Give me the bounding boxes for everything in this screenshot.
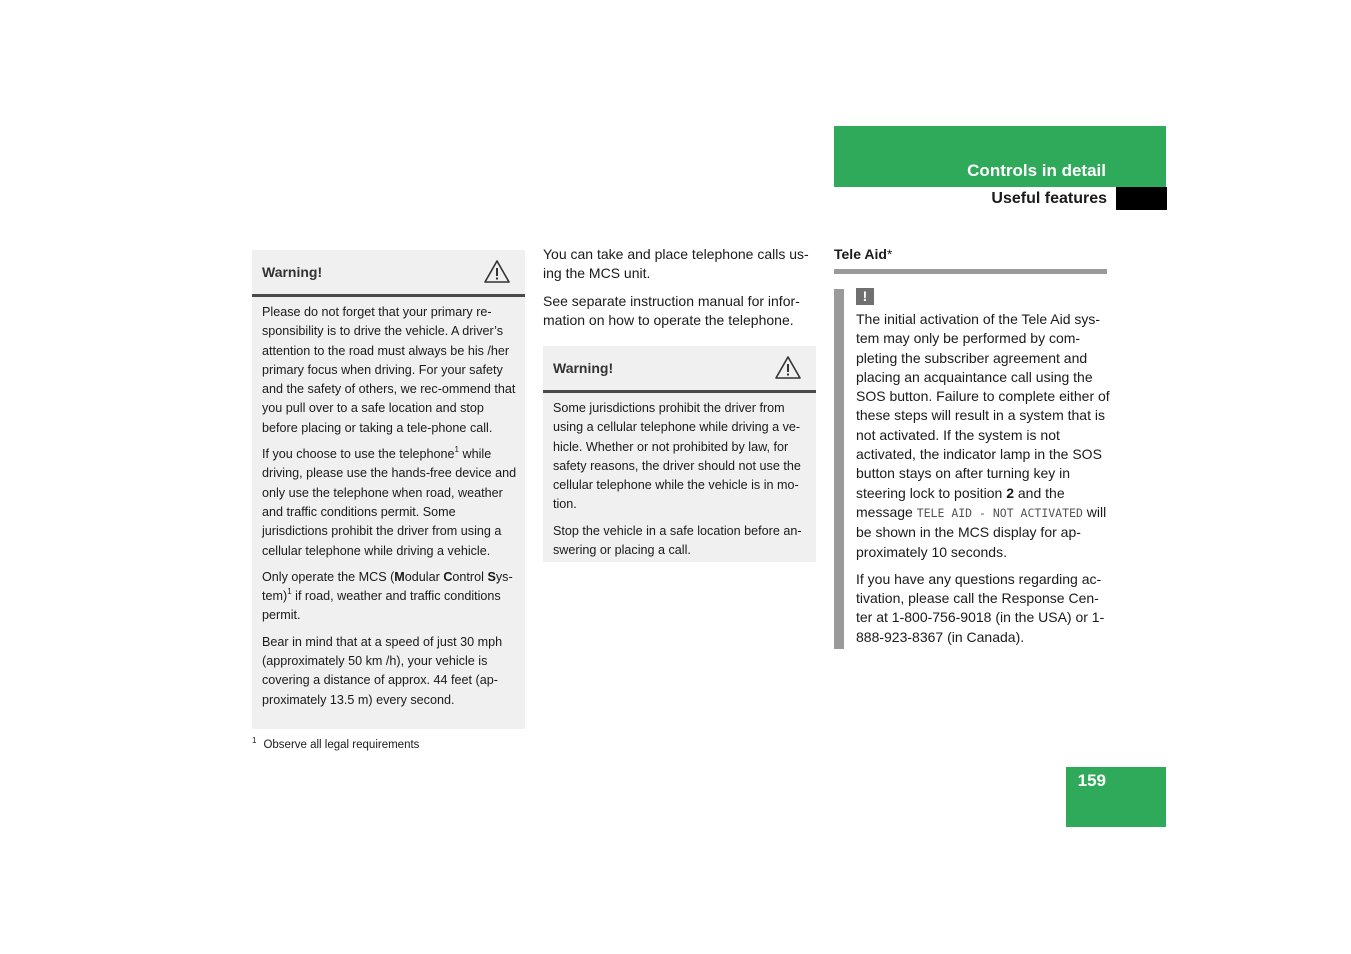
chapter-title: Controls in detail	[967, 161, 1106, 180]
warning-paragraph: Only operate the MCS (Modular Control Sys-tem)$^1$ if road, weather and traffic conditions permit.	[262, 569, 513, 623]
section-title: Useful features	[991, 190, 1107, 207]
warning-paragraph: If you choose to use the telephone$^1$ while driving, please use the hands-free device and only use the telephone when road, weather and traffic conditions permit. Some jurisdictions prohibit the driver from using a cellular telephone while driving a vehicle.	[262, 445, 517, 558]
footnote	[252, 733, 552, 753]
warning-header	[543, 346, 816, 393]
tele-aid-note	[856, 310, 1111, 655]
warning-paragraph: Please do not forget that your primary re-sponsibility is to drive the vehicle. A driver’s attention to the road must always be his /her primary focus when driving. For your safety and the safety of others, we rec-ommend that you pull over to a safe location and stop before placing or taking a tele-phone call.	[262, 305, 516, 435]
display-message: TELE AID - NOT ACTIVATED	[916, 505, 1083, 520]
warning-title: Warning!	[553, 360, 614, 376]
section-marker	[1116, 187, 1167, 210]
page-number-box	[1066, 767, 1166, 827]
chapter-header	[834, 126, 1166, 187]
warning-paragraph: Bear in mind that at a speed of just 30 mph (approximately 50 km /h), your vehicle is covering a distance of approx. 44 feet (ap-proximately 13.5 m) every second.	[262, 634, 503, 707]
warning-body	[543, 393, 816, 573]
exclamation-icon: !	[856, 288, 874, 305]
warning-header	[252, 250, 525, 297]
tele-aid-heading: Tele Aid*	[834, 246, 1107, 274]
body-paragraph: You can take and place telephone calls us-ing the MCS unit.	[543, 246, 809, 282]
warning-triangle-icon	[483, 259, 511, 284]
body-paragraph: See separate instruction manual for infor-mation on how to operate the telephone.	[543, 292, 800, 328]
warning-title: Warning!	[262, 264, 323, 280]
warning-triangle-icon	[774, 355, 802, 380]
warning-box-jurisdictions	[543, 346, 816, 562]
note-paragraph: The initial activation of the Tele Aid sys-tem may only be performed by com-pleting the subscriber agreement and placing an acquaintance call using the SOS button. Failure to complete either of these steps will result in a system that is not activated. If the system is not activated, the indicator lamp in the SOS button stays on after turning key in steering lock to position 2 and the message TELE AID - NOT ACTIVATED will be shown in the MCS display for ap-proximately 10 seconds.	[856, 311, 1110, 560]
warning-box-driving	[252, 250, 525, 729]
warning-paragraph: Stop the vehicle in a safe location before an-swering or placing a call.	[553, 523, 802, 558]
warning-paragraph: Some jurisdictions prohibit the driver from using a cellular telephone while driving a ve-hicle. Whether or not prohibited by law, for safety reasons, the driver should not use the cellular telephone while the vehicle is in mo-tion.	[553, 401, 801, 512]
page-number: 159	[1077, 771, 1106, 790]
footnote-number: 1	[252, 736, 257, 745]
warning-body	[252, 297, 525, 723]
telephone-intro	[543, 245, 818, 338]
note-sidebar	[834, 289, 844, 649]
footnote-text: Observe all legal requirements	[263, 739, 420, 751]
note-paragraph: If you have any questions regarding ac-tivation, please call the Response Cen-ter at 1-800-756-9018 (in the USA) or 1-888-923-8367 (in Canada).	[856, 570, 1105, 645]
